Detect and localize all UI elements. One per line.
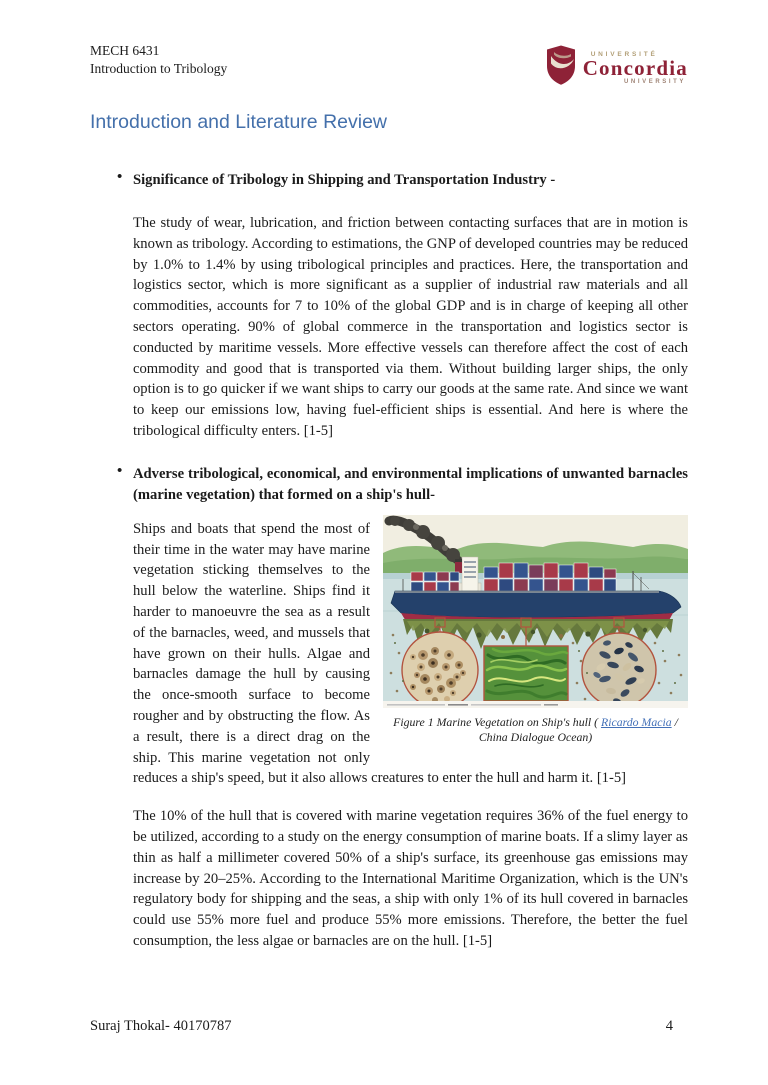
bullet-marker: •	[117, 169, 123, 185]
figure-caption-link[interactable]: Ricardo Macia	[600, 714, 672, 729]
course-info	[90, 42, 227, 77]
logo-universite-label: UNIVERSITÉ	[590, 50, 658, 58]
section2-paragraph-wrapped: Ships and boats that spend the most of their time in the water may have marine vegetation sticking themselves to the hull below the waterline. Ships find it harder to manoeuvre the sea as a result of the barnacles, weed, and mussels that have grown on their hulls. Algae and barnacles damage the hull by causing the once-smooth surface to become rougher and by obstructing the flow. As a result, there is a direct drag on the ship. This marine vegetation not only reduces a ship's speed, but it also allows creatures to enter the hull and harm it. [1-5]	[133, 520, 626, 787]
concordia-logo	[544, 44, 688, 91]
page-header	[90, 42, 688, 91]
figure-image-ship-hull-vegetation	[383, 515, 688, 708]
bullet-heading-adverse	[90, 464, 688, 506]
course-code: MECH 6431	[90, 43, 160, 58]
section1-heading: Significance of Tribology in Shipping and Transportation Industry -	[133, 172, 556, 188]
bullet-marker: •	[117, 462, 123, 479]
concordia-shield-icon	[544, 44, 578, 91]
section2-paragraph-after: The 10% of the hull that is covered with marine vegetation requires 36% of the fuel energy to be utilized, according to a study on the energy consumption of marine boats. If a slimy layer as thin as half a millimeter covered 50% of a ship's surface, its greenhouse gas emissions may increase by 20–25%. According to the International Maritime Organization, which is the UN's regulatory body for shipping and the seas, a ship with only 1% of its hull covered in barnacles could use 55% more fuel and produce 55% more emissions. Therefore, the better the fuel consumption, the less algae or barnacles are on the hull. [1-5]	[133, 808, 688, 949]
concordia-wordmark	[583, 51, 688, 85]
figure-caption-prefix: Figure 1 Marine Vegetation on Ship's hull (	[393, 714, 601, 729]
section1-paragraph: The study of wear, lubrication, and friction between contacting surfaces that are in motion is known as tribology. According to estimations, the GNP of developed countries may be reduced by 1.0% to 1.4% by using tribological principles and practices. Here, the transportation and logistics sector, which is more significant as a supplier of industrial raw materials and all commodities, accounts for 7 to 10% of the global GDP and is in charge of keeping all other sectors operating. 90% of global commerce in the transportation and logistics sector is conducted by maritime vessels. More effective vessels can therefore affect the cost of each commodity and good that is transported via them. Without building larger ships, the only option is to go quicker if we want ships to carry our goods at the same rate. And since we want to keep our emissions low, having fuel-efficient ships is essential. And here is where the tribological difficulty enters. [1-5]	[133, 215, 688, 439]
footer-page-number: 4	[665, 1018, 673, 1034]
figure-caption	[383, 715, 688, 745]
course-name: Introduction to Tribology	[90, 60, 228, 76]
figure-attribution-blur	[387, 704, 558, 706]
page-footer	[90, 1018, 688, 1035]
page-title: Introduction and Literature Review	[90, 111, 388, 133]
figure-caption-line2: China Dialogue Ocean)	[478, 729, 593, 744]
section2-heading: Adverse tribological, economical, and environmental implications of unwanted barnacles (marine vegetation) that formed on a ship's hull-	[133, 465, 688, 503]
figure-caption-suffix: /	[671, 714, 678, 729]
section2-wrapped-block	[133, 519, 688, 789]
figure-1	[383, 515, 688, 745]
logo-concordia-label: Concordia	[582, 55, 688, 80]
footer-author: Suraj Thokal- 40170787	[90, 1018, 232, 1034]
bullet-heading-significance	[90, 170, 688, 191]
logo-university-label: UNIVERSITY	[623, 78, 686, 85]
